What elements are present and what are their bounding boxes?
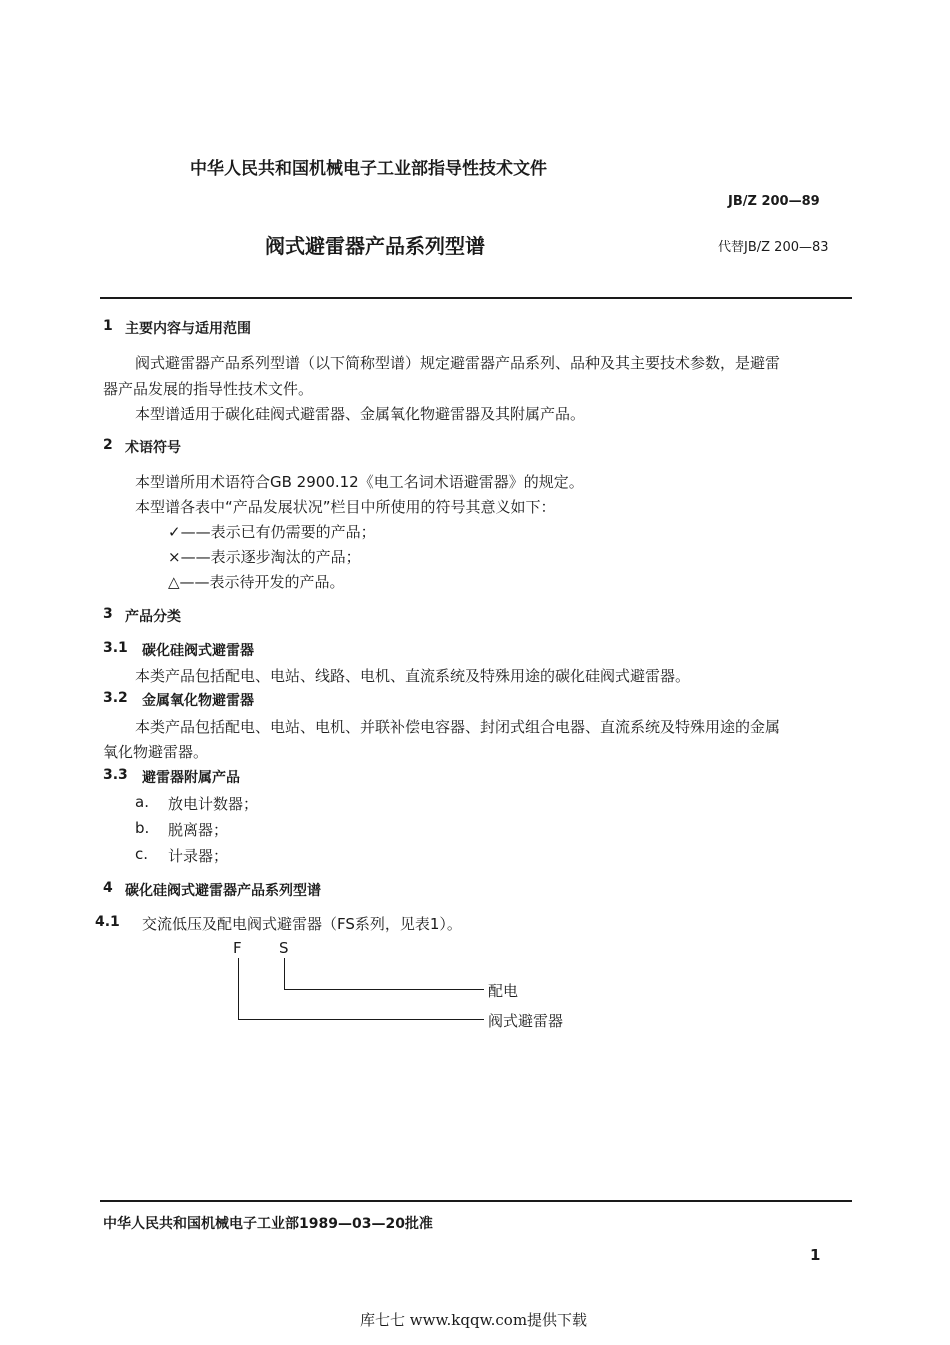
section-3-2-number: 3.2	[103, 690, 128, 706]
document-title: 阀式避雷器产品系列型谱	[265, 234, 485, 258]
section-2-para2: 本型谱各表中“产品发展状况”栏目中所使用的符号其意义如下：	[135, 498, 556, 516]
list-item: 计录器；	[168, 847, 229, 865]
page-number: 1	[810, 1246, 821, 1264]
replaces-note: 代替JB/Z 200—83	[718, 240, 829, 255]
section-1-para1-line2: 器产品发展的指导性技术文件。	[103, 380, 314, 398]
section-4-1-text: 交流低压及配电阀式避雷器（FS系列，见表1）。	[142, 915, 462, 933]
section-3-2-title: 金属氧化物避雷器	[142, 693, 254, 709]
symbol-triangle-line: △——表示待开发的产品。	[168, 573, 345, 591]
section-3-3-number: 3.3	[103, 767, 128, 783]
diagram-connector	[284, 989, 484, 990]
section-2-number: 2	[103, 437, 113, 453]
diagram-connector	[238, 1019, 484, 1020]
section-1-number: 1	[103, 318, 113, 334]
list-item-marker: c.	[135, 845, 149, 863]
section-4-title: 碳化硅阀式避雷器产品系列型谱	[125, 883, 321, 899]
symbol-check-line: ✓——表示已有仍需要的产品；	[168, 523, 376, 541]
approval-line: 中华人民共和国机械电子工业部1989—03—20批准	[103, 1216, 433, 1232]
section-3-1-title: 碳化硅阀式避雷器	[142, 643, 254, 659]
diagram-letter-f: F	[233, 939, 242, 957]
footer-divider	[100, 1200, 852, 1202]
diagram-letter-s: S	[279, 939, 289, 957]
section-1-title: 主要内容与适用范围	[125, 321, 251, 337]
list-item-marker: a.	[135, 793, 149, 811]
document-number: JB/Z 200—89	[728, 194, 820, 209]
section-4-number: 4	[103, 880, 113, 896]
section-3-number: 3	[103, 606, 113, 622]
download-watermark: 库七七 www.kqqw.com提供下载	[360, 1311, 588, 1329]
list-item-marker: b.	[135, 819, 150, 837]
diagram-connector	[238, 958, 239, 1020]
list-item: 放电计数器；	[168, 795, 259, 813]
section-3-3-title: 避雷器附属产品	[142, 770, 240, 786]
section-1-para2: 本型谱适用于碳化硅阀式避雷器、金属氧化物避雷器及其附属产品。	[135, 405, 586, 423]
section-4-1-number: 4.1	[95, 914, 120, 930]
section-3-2-line1: 本类产品包括配电、电站、电机、并联补偿电容器、封闭式组合电器、直流系统及特殊用途的金属	[135, 718, 781, 736]
ministry-title: 中华人民共和国机械电子工业部指导性技术文件	[190, 159, 547, 179]
diagram-label-s: 配电	[488, 982, 519, 1000]
section-1-para1-line1: 阀式避雷器产品系列型谱（以下简称型谱）规定避雷器产品系列、品种及其主要技术参数，是避雷	[135, 354, 781, 372]
section-2-para1: 本型谱所用术语符合GB 2900.12《电工名词术语避雷器》的规定。	[135, 473, 584, 491]
diagram-label-f: 阀式避雷器	[488, 1012, 564, 1030]
section-3-1-text: 本类产品包括配电、电站、线路、电机、直流系统及特殊用途的碳化硅阀式避雷器。	[135, 667, 691, 685]
section-3-1-number: 3.1	[103, 640, 128, 656]
section-3-title: 产品分类	[125, 609, 181, 625]
header-divider	[100, 297, 852, 299]
list-item: 脱离器；	[168, 821, 229, 839]
diagram-connector	[284, 958, 285, 990]
section-3-2-line2: 氧化物避雷器。	[103, 743, 209, 761]
symbol-cross-line: ×——表示逐步淘汰的产品；	[168, 548, 361, 566]
section-2-title: 术语符号	[125, 440, 181, 456]
